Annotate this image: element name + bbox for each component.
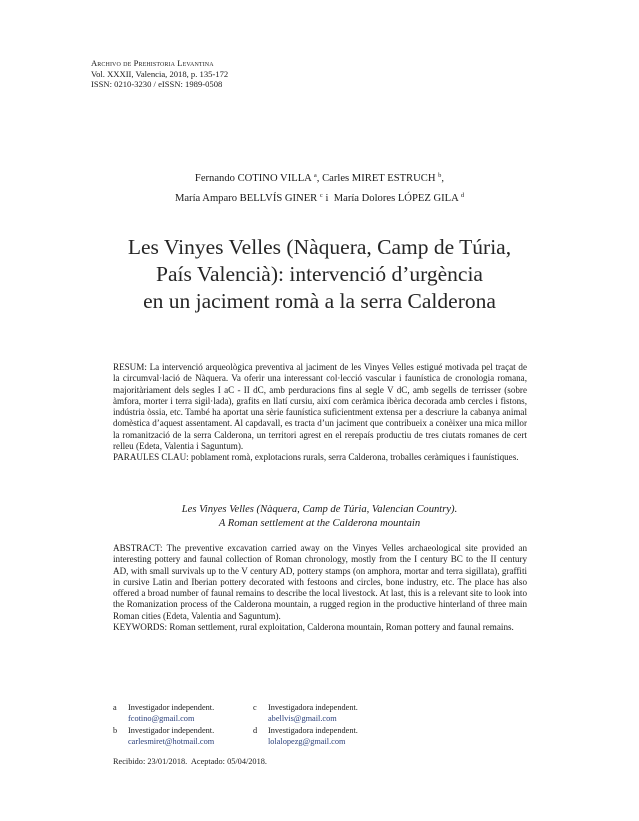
abstract-paragraph	[113, 543, 527, 622]
affiliation-letter: a	[113, 703, 117, 712]
affiliation-letter: d	[253, 726, 258, 735]
affiliation-role: Investigadora independent.	[268, 726, 358, 735]
resum-keywords-label: PARAULES CLAU:	[113, 452, 189, 463]
received-accepted-dates: Recibido: 23/01/2018. Aceptado: 05/04/2018.	[113, 757, 267, 766]
journal-name: Archivo de Prehistoria Levantina	[91, 58, 214, 68]
author-line-2	[0, 187, 639, 207]
affiliation-email-link[interactable]: lolalopezg@gmail.com	[268, 736, 346, 746]
title-line-2: País Valencià): intervenció d’urgència	[156, 262, 483, 286]
author-name: María Amparo BELLVÍS GINER	[174, 193, 318, 204]
author-name: Carles MIRET ESTRUCH	[322, 173, 436, 184]
abstract-section	[113, 543, 527, 633]
affiliation-role: Investigador independent.	[128, 703, 215, 712]
resum-keywords-text: poblament romà, explotacions rurals, serra Calderona, troballes ceràmiques i faunístiques.	[191, 452, 519, 463]
author-affiliation-marker: b	[438, 172, 442, 179]
abstract-label: ABSTRACT:	[113, 543, 163, 553]
author-affiliation-marker: a	[313, 172, 317, 179]
author-separator: i	[322, 193, 332, 204]
paper-title	[60, 234, 579, 315]
author-name: María Dolores LÓPEZ GILA	[333, 193, 459, 204]
affiliation-letter: b	[113, 726, 118, 735]
affiliation-email-link[interactable]: abellvis@gmail.com	[268, 713, 337, 723]
author-name: Fernando COTINO VILLA	[194, 173, 312, 184]
resum-section	[113, 362, 527, 464]
author-affiliation-marker: d	[460, 192, 465, 199]
english-title	[60, 503, 579, 530]
author-list	[0, 167, 639, 207]
resum-paragraph	[113, 362, 527, 452]
title-line-1: Les Vinyes Velles (Nàquera, Camp de Túria,	[127, 235, 512, 259]
abstract-text: The preventive excavation carried away on the Vinyes Velles archaeological site provided an interesting pottery and faunal collection of Roman chronology, mostly from the I century BC to the II century AD, with small survivals up to the V century AD, pottery stamps (on amphora, mortar and terra sigillata), graffiti in cursive Latin and Iberian pottery decorated with festoons and circles, bone industry, etc. The place has also offered a broad number of faunal remains to describe the local livestock. At last, this is a relevant site to look into the Romanization process of the Calderona mountain, a rugged region in the productive hinterland of three main Roman cities (Edeta, Valentia and Saguntum).	[113, 543, 527, 621]
abstract-keywords-label: KEYWORDS:	[113, 622, 168, 633]
author-line-1	[0, 167, 639, 187]
abstract-keywords-text: Roman settlement, rural exploitation, Calderona mountain, Roman pottery and faunal remains.	[169, 622, 514, 633]
author-separator: ,	[316, 173, 323, 184]
resum-keywords	[113, 452, 527, 463]
affiliation-role: Investigador independent.	[128, 726, 215, 735]
journal-citation: Vol. XXXII, Valencia, 2018, p. 135-172	[91, 68, 229, 79]
abstract-keywords	[113, 622, 527, 633]
affiliation-letter: c	[253, 703, 257, 712]
journal-issn: ISSN: 0210-3230 / eISSN: 1989-0508	[91, 79, 223, 90]
english-title-line-2: A Roman settlement at the Calderona mountain	[218, 517, 421, 529]
journal-header	[91, 58, 228, 90]
resum-text: La intervenció arqueològica preventiva al jaciment de les Vinyes Velles estigué motivada pel traçat de la circumval·lació de Nàquera. Va oferir una interessant col·lecció vascular i faunística de cronologia romana, majoritàriament dels segles I aC - II dC, amb perduracions fins al segle V dC, amb segells de terrisser (sobre àmfora, morter i terra sigil·lada), grafits en llatí cursiu, així com ceràmica ibèrica decorada amb cercles i fistons, indústria òssia, etc. També ha aportat una sèrie faunística suficientment extensa per a descriure la cabanya animal domèstica d’aquest assentament. Al capdavall, es tracta d’un jaciment que contribueix a conèixer una mica millor la romanització de la serra Calderona, un territori agrest en el rerepaís productiu de tres ciutats romanes de cert relleu (Edeta, Valentia i Saguntum).	[113, 362, 527, 452]
title-line-3: en un jaciment romà a la serra Calderona	[143, 289, 496, 313]
author-affiliation-marker: c	[319, 192, 323, 199]
author-separator: ,	[441, 173, 445, 184]
affiliation-email-link[interactable]: carlesmiret@hotmail.com	[128, 736, 215, 746]
affiliation-email-link[interactable]: fcotino@gmail.com	[128, 713, 195, 723]
resum-label: RESUM:	[113, 362, 147, 372]
affiliation-role: Investigadora independent.	[268, 703, 358, 712]
english-title-line-1: Les Vinyes Velles (Nàquera, Camp de Túria, Valencian Country).	[181, 504, 458, 515]
